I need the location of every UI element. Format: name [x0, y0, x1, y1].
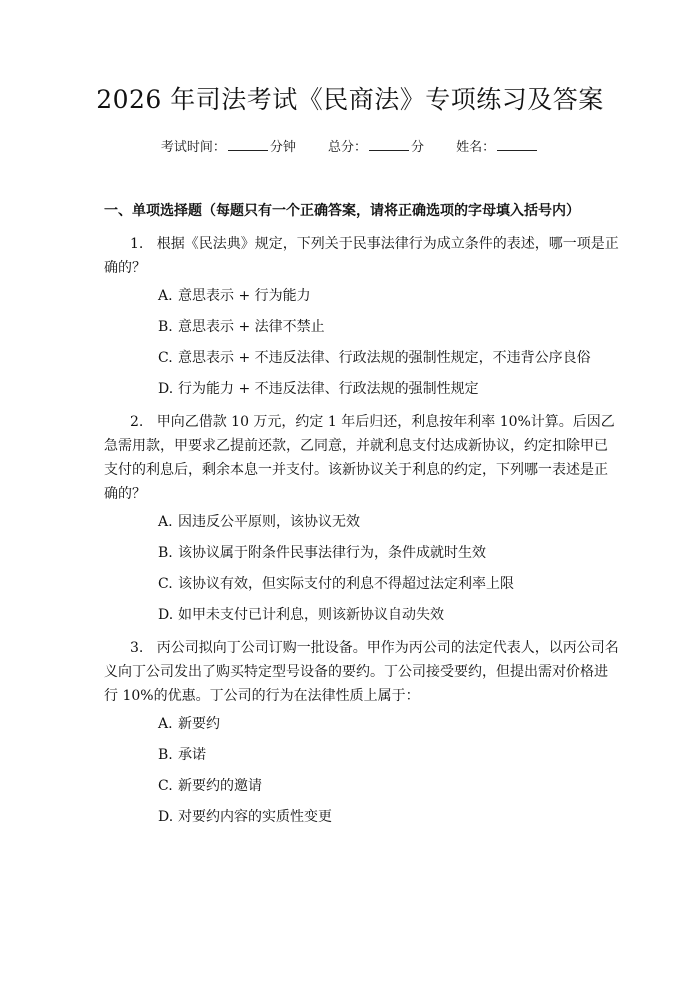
question — [104, 636, 620, 708]
option-text: 行为能力 + 不违反法律、行政法规的强制性规定 — [178, 381, 479, 397]
time-label: 考试时间： — [160, 140, 226, 155]
section-title: 一、单项选择题（每题只有一个正确答案，请将正确选项的字母填入括号内） — [104, 203, 580, 219]
option-letter: C. — [158, 350, 173, 366]
option-letter: B. — [158, 319, 173, 335]
question-text: 甲向乙借款 10 万元，约定 1 年后归还，利息按年利率 10%计算。后因乙急需用款，甲要求乙提前还款，乙同意，并就利息支付达成新协议，约定扣除甲已支付的利息后，剩余本息一并支付。该新协议关于利息的约定，下列哪一表述是正确的？ — [104, 414, 615, 502]
option — [158, 379, 620, 399]
option-text: 如甲未支付已计利息，则该新协议自动失效 — [178, 607, 444, 623]
question-number: 3. — [130, 640, 144, 656]
option-letter: C. — [158, 778, 173, 794]
option — [158, 543, 620, 563]
option-text: 意思表示 + 行为能力 — [178, 288, 311, 304]
time-blank — [228, 138, 268, 151]
question-text: 丙公司拟向丁公司订购一批设备。甲作为丙公司的法定代表人，以丙公司名义向丁公司发出了购买特定型号设备的要约。丁公司接受要约，但提出需对价格进行 10%的优惠。丁公司的行为在法律性质上属于： — [104, 640, 619, 704]
option-list — [104, 286, 620, 399]
exam-score — [328, 140, 428, 155]
exam-page — [0, 84, 700, 989]
option-letter: D. — [158, 607, 174, 623]
option-letter: D. — [158, 809, 174, 825]
question — [104, 232, 620, 280]
option-letter: B. — [158, 747, 173, 763]
exam-name — [456, 140, 539, 155]
option — [158, 605, 620, 625]
question-number: 2. — [130, 414, 144, 430]
option-letter: A. — [158, 716, 173, 732]
option-text: 新要约的邀请 — [178, 778, 262, 794]
question-text: 根据《民法典》规定，下列关于民事法律行为成立条件的表述，哪一项是正确的？ — [104, 236, 619, 276]
score-unit: 分 — [411, 140, 425, 155]
option — [158, 807, 620, 827]
option — [158, 745, 620, 765]
option-letter: C. — [158, 576, 173, 592]
option — [158, 317, 620, 337]
option-letter: A. — [158, 514, 173, 530]
question-number: 1. — [130, 236, 144, 252]
option-letter: A. — [158, 288, 173, 304]
score-label: 总分： — [327, 140, 367, 155]
option-text: 意思表示 + 法律不禁止 — [178, 319, 325, 335]
option — [158, 512, 620, 532]
exam-time — [161, 140, 300, 155]
option-text: 该协议有效，但实际支付的利息不得超过法定利率上限 — [178, 576, 514, 592]
option-list — [104, 714, 620, 827]
option — [158, 574, 620, 594]
score-blank — [369, 138, 409, 151]
time-unit: 分钟 — [269, 140, 296, 155]
page-title: 2026 年司法考试《民商法》专项练习及答案 — [96, 85, 604, 114]
option-text: 意思表示 + 不违反法律、行政法规的强制性规定，不违背公序良俗 — [178, 350, 591, 366]
option-text: 该协议属于附条件民事法律行为，条件成就时生效 — [178, 545, 486, 561]
option — [158, 348, 620, 368]
name-label: 姓名： — [456, 140, 496, 155]
option — [158, 714, 620, 734]
option — [158, 776, 620, 796]
question — [104, 410, 620, 506]
option-text: 因违反公平原则，该协议无效 — [178, 514, 360, 530]
option-text: 新要约 — [178, 716, 220, 732]
option-letter: D. — [158, 381, 174, 397]
option-text: 承诺 — [178, 747, 206, 763]
option-text: 对要约内容的实质性变更 — [178, 809, 332, 825]
option — [158, 286, 620, 306]
exam-meta — [80, 138, 620, 158]
name-blank — [497, 138, 537, 151]
option-letter: B. — [158, 545, 173, 561]
option-list — [104, 512, 620, 625]
